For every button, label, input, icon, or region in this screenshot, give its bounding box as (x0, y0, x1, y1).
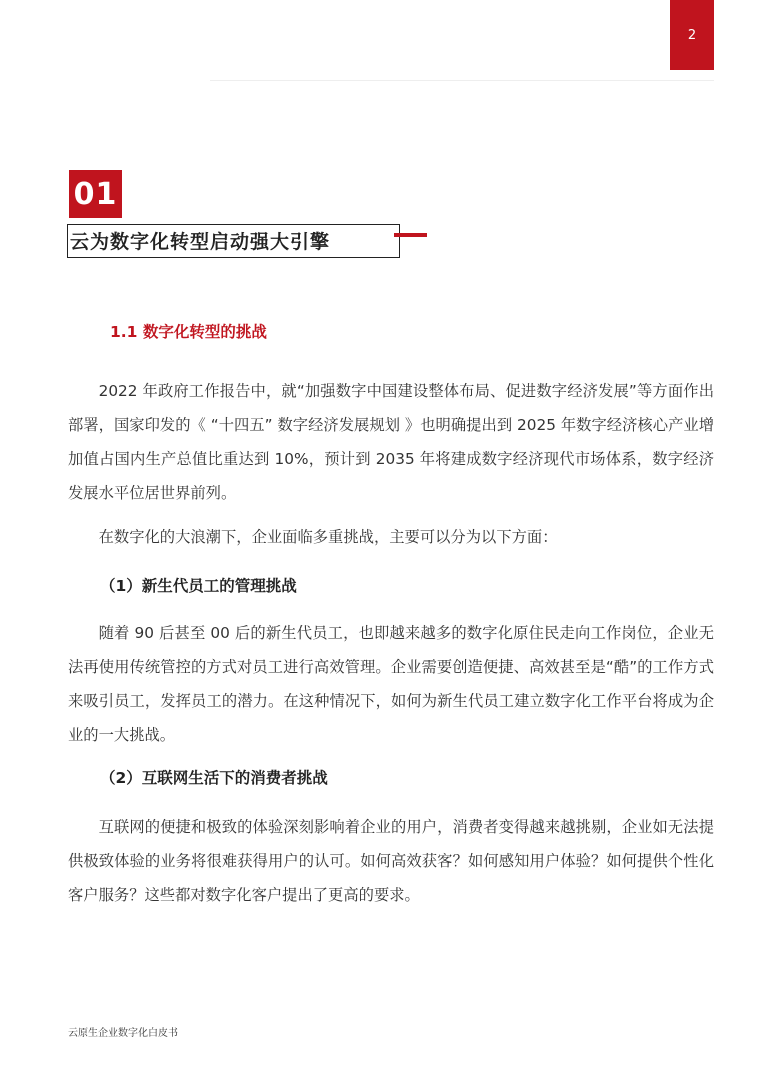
chapter-number-badge (69, 170, 122, 218)
page-number-tab (670, 0, 714, 70)
chapter-title: 云为数字化转型启动强大引擎 (70, 231, 331, 253)
section-title: 1.1 数字化转型的挑战 (110, 323, 267, 341)
footer-document-title: 云原生企业数字化白皮书 (68, 1028, 178, 1039)
subsection-heading-consumers: （2）互联网生活下的消费者挑战 (100, 769, 328, 787)
intro-paragraph: 2022 年政府工作报告中，就“加强数字中国建设整体布局、促进数字经济发展”等方面作出部署，国家印发的《 “十四五” 数字经济发展规划 》也明确提出到 2025 年数字经济核心产业增加值占国内生产总值比重达到 10%，预计到 2035 年将建成数字经济现代市场体系，数字经济发展水平位居世界前列。 (68, 382, 714, 502)
page-number: 2 (687, 27, 697, 43)
subsection-body-employees: 随着 90 后甚至 00 后的新生代员工，也即越来越多的数字化原住民走向工作岗位，企业无法再使用传统管控的方式对员工进行高效管理。企业需要创造便捷、高效甚至是“酷”的工作方式来吸引员工，发挥员工的潜力。在这种情况下，如何为新生代员工建立数字化工作平台将成为企业的一大挑战。 (68, 624, 714, 744)
challenges-intro-paragraph: 在数字化的大浪潮下，企业面临多重挑战，主要可以分为以下方面： (98, 528, 558, 546)
chapter-number: 01 (73, 176, 118, 212)
chapter-title-accent-bar (394, 233, 427, 237)
header-divider (210, 80, 714, 81)
subsection-body-consumers: 互联网的便捷和极致的体验深刻影响着企业的用户，消费者变得越来越挑剔，企业如无法提供极致体验的业务将很难获得用户的认可。如何高效获客？如何感知用户体验？如何提供个性化客户服务？这些都对数字化客户提出了更高的要求。 (68, 818, 714, 904)
subsection-heading-employees: （1）新生代员工的管理挑战 (100, 577, 297, 595)
